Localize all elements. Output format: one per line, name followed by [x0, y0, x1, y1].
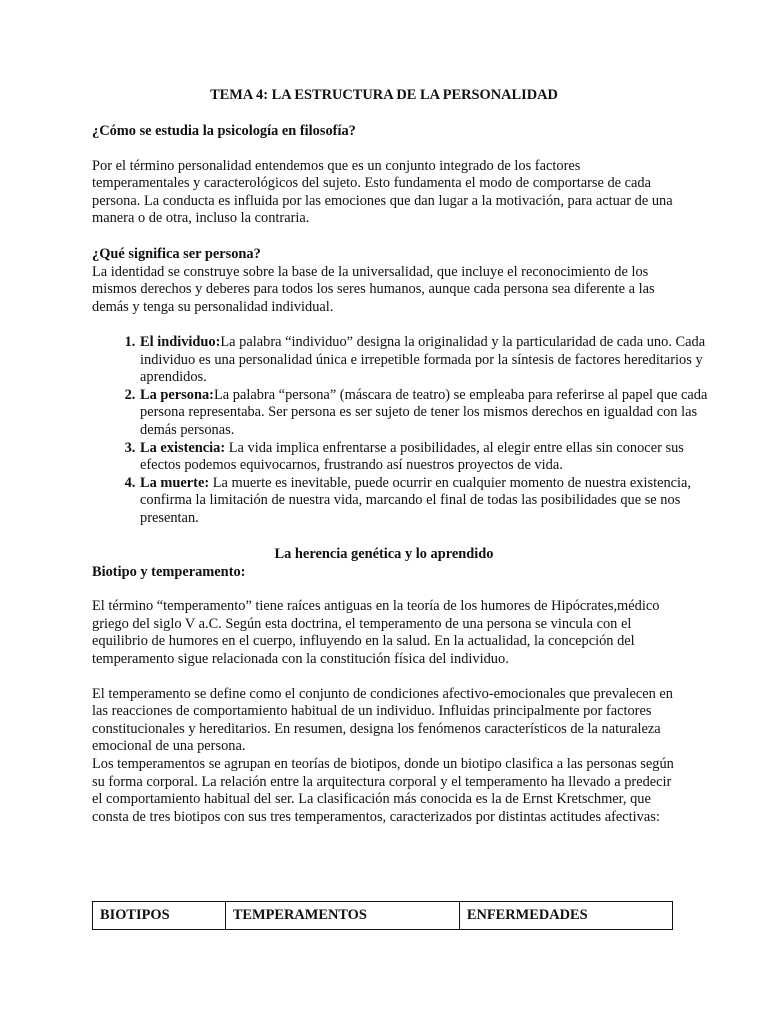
list-term: La persona:: [140, 386, 214, 403]
list-text: La muerte es inevitable, puede ocurrir en cualquier momento de nuestra existencia, confirma la limitación de nuestra vida, marcando el final de todas las posibilidades que se nos presentan.: [140, 474, 692, 526]
table-header-cell: TEMPERAMENTOS: [225, 902, 459, 930]
paragraph: Por el término personalidad entendemos que es un conjunto integrado de los factores temperamentales y caracterológicos del sujeto. Esto fundamenta el modo de comportarse de cada persona. La conducta es influida por las emociones que dan lugar a la motivación, para actuar de una manera o de otra, incluso la contraria.: [92, 157, 673, 227]
paragraph: La identidad se construye sobre la base de la universalidad, que incluye el reconocimiento de los mismos derechos y deberes para todos los seres humanos, aunque cada persona sea diferente a las demás y tenga su personalidad individual.: [92, 263, 655, 315]
list-term: La existencia:: [140, 439, 226, 456]
list-item: [139, 475, 723, 528]
section-heading: ¿Cómo se estudia la psicología en filosofía?: [92, 123, 356, 139]
section-heading: ¿Qué significa ser persona?: [92, 246, 261, 262]
list-item: [139, 440, 723, 475]
list-text: La vida implica enfrentarse a posibilidades, al elegir entre ellas sin conocer sus efectos podemos equivocarnos, frustrando así nuestros proyectos de vida.: [140, 439, 684, 474]
section-subheading: Biotipo y temperamento:: [92, 563, 246, 580]
list-text: La palabra “individuo” designa la originalidad y la particularidad de cada uno. Cada individuo es una personalidad única e irrepetible formada por la síntesis de factores hereditarios y aprendidos.: [140, 334, 706, 386]
paragraph: El temperamento se define como el conjunto de condiciones afectivo-emocionales que prevalecen en las reacciones de comportamiento habitual de un individuo. Influidas principalmente por factores constitucionales y hereditarios. En resumen, designa los fenómenos característicos de la naturaleza emocional de una persona.: [92, 685, 673, 755]
table-header-cell: BIOTIPOS: [93, 902, 226, 930]
table-header-cell: ENFERMEDADES: [459, 902, 672, 930]
section-herencia: [92, 546, 676, 826]
list-item: [139, 334, 723, 387]
paragraph: Los temperamentos se agrupan en teorías de biotipos, donde un biotipo clasifica a las personas según su forma corporal. La relación entre la arquitectura corporal y el temperamento ha llevado a predecir el comportamiento habitual del ser. La clasificación más conocida es la de Ernst Kretschmer, que consta de tres biotipos con sus tres temperamentos, caracterizados por distintas actitudes afectivas:: [92, 755, 674, 825]
list-term: El individuo:: [140, 334, 221, 350]
list-text: La palabra “persona” (máscara de teatro) se empleaba para referirse al papel que cada persona representaba. Ser persona es ser sujeto de tener los mismos derechos en igualdad con las demás personas.: [140, 386, 708, 438]
section-heading: La herencia genética y lo aprendido: [274, 546, 494, 562]
list-item: [139, 387, 723, 440]
section-psicologia: [92, 123, 676, 228]
biotipos-table: [92, 901, 673, 930]
section-persona: [92, 246, 676, 316]
numbered-list: [92, 334, 723, 528]
table-header-row: [93, 902, 673, 930]
list-term: La muerte:: [140, 474, 210, 491]
document-title: TEMA 4: LA ESTRUCTURA DE LA PERSONALIDAD: [210, 87, 558, 103]
paragraph: El término “temperamento” tiene raíces antiguas en la teoría de los humores de Hipócrates,médico griego del siglo V a.C. Según esta doctrina, el temperamento de una persona se vincula con el equilibrio de humores en el cuerpo, influyendo en la salud. En la actualidad, la concepción del temperamento sigue relacionada con la constitución física del individuo.: [92, 598, 660, 667]
